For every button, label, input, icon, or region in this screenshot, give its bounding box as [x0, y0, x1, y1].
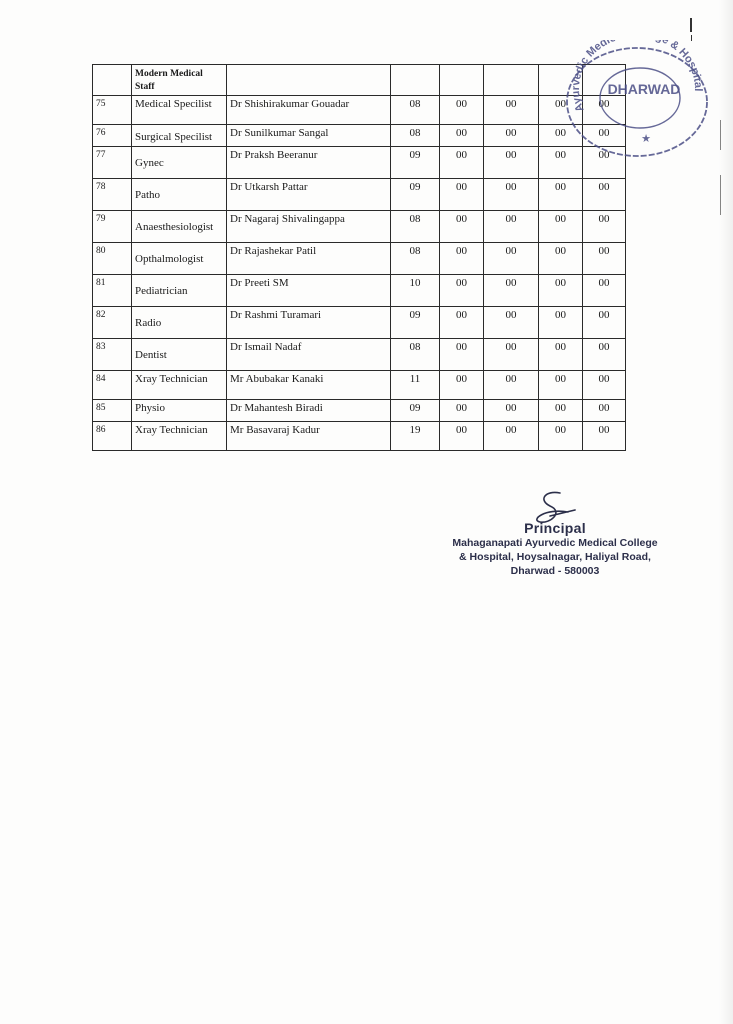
- staff-name: Mr Abubakar Kanaki: [227, 371, 391, 400]
- designation: Dentist: [135, 349, 167, 361]
- staff-name: Dr Preeti SM: [227, 275, 391, 307]
- value-4: 00: [539, 125, 583, 147]
- value-1: 19: [391, 422, 440, 451]
- value-4: 00: [539, 400, 583, 422]
- value-2: 00: [440, 400, 484, 422]
- staff-name: Dr Mahantesh Biradi: [227, 400, 391, 422]
- value-5: 00: [583, 96, 626, 125]
- value-2: 00: [440, 211, 484, 243]
- staff-table: [92, 64, 626, 451]
- table-row: [93, 339, 626, 371]
- value-1: 09: [391, 307, 440, 339]
- principal-signature-block: [430, 490, 680, 578]
- value-2: 00: [440, 307, 484, 339]
- designation: Xray Technician: [132, 422, 227, 451]
- value-1: 10: [391, 275, 440, 307]
- designation: Physio: [132, 400, 227, 422]
- table-row: [93, 275, 626, 307]
- designation-cell: [132, 339, 227, 371]
- value-3: 00: [484, 125, 539, 147]
- table-row: [93, 371, 626, 400]
- value-3: 00: [484, 339, 539, 371]
- value-2: 00: [440, 125, 484, 147]
- value-2: 00: [440, 96, 484, 125]
- value-1: 09: [391, 147, 440, 179]
- staff-name: Dr Shishirakumar Gouadar: [227, 96, 391, 125]
- designation-cell: [132, 179, 227, 211]
- value-1: 08: [391, 211, 440, 243]
- value-3: 00: [484, 179, 539, 211]
- designation: Gynec: [135, 157, 164, 169]
- designation: Opthalmologist: [135, 253, 204, 265]
- value-5: 00: [583, 400, 626, 422]
- value-4: 00: [539, 211, 583, 243]
- serial-number: 82: [93, 307, 132, 339]
- value-4: 00: [539, 275, 583, 307]
- value-4: 00: [539, 147, 583, 179]
- table-row: [93, 125, 626, 147]
- value-4: 00: [539, 307, 583, 339]
- designation-cell: [132, 125, 227, 147]
- section-title-cell: [132, 65, 227, 96]
- scan-artifact: [720, 175, 721, 215]
- designation-cell: [132, 243, 227, 275]
- designation: Xray Technician: [132, 371, 227, 400]
- value-3: 00: [484, 243, 539, 275]
- value-5: 00: [583, 125, 626, 147]
- value-3: 00: [484, 96, 539, 125]
- staff-name: Dr Utkarsh Pattar: [227, 179, 391, 211]
- value-4: 00: [539, 422, 583, 451]
- table-row: [93, 96, 626, 125]
- serial-number: 78: [93, 179, 132, 211]
- staff-name: Dr Praksh Beeranur: [227, 147, 391, 179]
- serial-number: 81: [93, 275, 132, 307]
- value-3: 00: [484, 275, 539, 307]
- designation: Anaesthesiologist: [135, 221, 214, 233]
- value-5: 00: [583, 422, 626, 451]
- institution-name: Mahaganapati Ayurvedic Medical College: [452, 537, 658, 549]
- designation-cell: [132, 147, 227, 179]
- serial-number: 84: [93, 371, 132, 400]
- table-row: [93, 400, 626, 422]
- cell-value: [583, 65, 626, 96]
- value-1: 09: [391, 400, 440, 422]
- seal-outer-text: Ayurvedic Medi e & Hospital: [569, 40, 705, 114]
- value-5: 00: [583, 307, 626, 339]
- value-2: 00: [440, 179, 484, 211]
- designation-cell: [132, 275, 227, 307]
- cell-no: [93, 65, 132, 96]
- value-5: 00: [583, 211, 626, 243]
- page-edge-shadow: [719, 0, 733, 1024]
- serial-number: 79: [93, 211, 132, 243]
- designation: Radio: [135, 317, 162, 329]
- serial-number: 86: [93, 422, 132, 451]
- table-row: [93, 422, 626, 451]
- designation: Patho: [135, 189, 161, 201]
- value-5: 00: [583, 275, 626, 307]
- cell-value: [484, 65, 539, 96]
- value-3: 00: [484, 400, 539, 422]
- staff-name: Dr Ismail Nadaf: [227, 339, 391, 371]
- scan-artifact: [720, 120, 721, 150]
- value-3: 00: [484, 147, 539, 179]
- table-row: [93, 211, 626, 243]
- value-2: 00: [440, 147, 484, 179]
- designation: Medical Specilist: [132, 96, 227, 125]
- value-2: 00: [440, 422, 484, 451]
- value-1: 11: [391, 371, 440, 400]
- seal-star-icon: ★: [641, 132, 651, 145]
- staff-name: Mr Basavaraj Kadur: [227, 422, 391, 451]
- institution-address: & Hospital, Hoysalnagar, Haliyal Road,: [459, 551, 651, 563]
- designation-cell: [132, 307, 227, 339]
- scan-artifact: [691, 35, 692, 41]
- designation-cell: [132, 211, 227, 243]
- value-4: 00: [539, 339, 583, 371]
- value-1: 08: [391, 125, 440, 147]
- cell-value: [440, 65, 484, 96]
- value-2: 00: [440, 371, 484, 400]
- value-4: 00: [539, 179, 583, 211]
- value-5: 00: [583, 371, 626, 400]
- signatory-title: Principal: [524, 520, 586, 536]
- value-4: 00: [539, 371, 583, 400]
- scan-artifact: [690, 18, 692, 32]
- cell-value: [391, 65, 440, 96]
- serial-number: 80: [93, 243, 132, 275]
- table-row: [93, 147, 626, 179]
- value-5: 00: [583, 339, 626, 371]
- table-row: [93, 179, 626, 211]
- value-5: 00: [583, 147, 626, 179]
- serial-number: 83: [93, 339, 132, 371]
- value-3: 00: [484, 307, 539, 339]
- staff-name: Dr Nagaraj Shivalingappa: [227, 211, 391, 243]
- cell-value: [539, 65, 583, 96]
- staff-name: Dr Sunilkumar Sangal: [227, 125, 391, 147]
- seal-center-text: DHARWAD: [607, 81, 681, 97]
- section-title: Modern Medical Staff: [135, 69, 203, 92]
- value-3: 00: [484, 371, 539, 400]
- value-2: 00: [440, 339, 484, 371]
- staff-name: Dr Rashmi Turamari: [227, 307, 391, 339]
- serial-number: 75: [93, 96, 132, 125]
- designation: Pediatrician: [135, 285, 188, 297]
- value-3: 00: [484, 211, 539, 243]
- value-1: 08: [391, 96, 440, 125]
- staff-name: Dr Rajashekar Patil: [227, 243, 391, 275]
- serial-number: 76: [93, 125, 132, 147]
- value-3: 00: [484, 422, 539, 451]
- institution-city: Dharwad - 580003: [510, 565, 600, 577]
- value-1: 09: [391, 179, 440, 211]
- value-2: 00: [440, 243, 484, 275]
- value-2: 00: [440, 275, 484, 307]
- cell-name: [227, 65, 391, 96]
- value-5: 00: [583, 243, 626, 275]
- value-1: 08: [391, 243, 440, 275]
- value-4: 00: [539, 243, 583, 275]
- value-4: 00: [539, 96, 583, 125]
- table-section-header-row: [93, 65, 626, 96]
- value-5: 00: [583, 179, 626, 211]
- table-row: [93, 307, 626, 339]
- designation: Surgical Specilist: [135, 131, 213, 143]
- serial-number: 85: [93, 400, 132, 422]
- table-row: [93, 243, 626, 275]
- serial-number: 77: [93, 147, 132, 179]
- value-1: 08: [391, 339, 440, 371]
